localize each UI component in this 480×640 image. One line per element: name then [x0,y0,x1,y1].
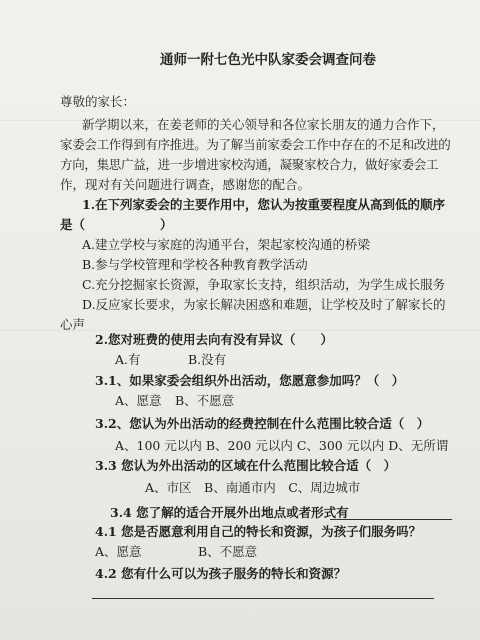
page-title: 通师一附七色光中队家委会调查问卷 [160,52,376,68]
question-1-option-c: C.充分挖掘家长资源，争取家长支持，组织活动，为学生成长服务 [82,277,446,292]
question-3-2-options: A、100 元以内 B、200 元以内 C、300 元以内 D、无所谓 [115,438,449,453]
question-3-1: 3.1、如果家委会组织外出活动，您愿意参加吗？（ ） [95,373,405,388]
question-4-2-answer-line[interactable] [92,598,434,599]
question-3-2: 3.2、您认为外出活动的经费控制在什么范围比较合适（ ） [95,416,430,431]
question-1-option-d: D.反应家长要求，为家长解决困惑和难题，让学校及时了解家长的 [82,297,446,312]
question-2: 2.您对班费的使用去向有没有异议（ ） [95,332,334,347]
question-3-4-answer-line[interactable] [330,519,452,520]
question-3-3: 3.3 您认为外出活动的区域在什么范围比较合适（ ） [95,458,397,473]
intro-line-1: 新学期以来，在姜老师的关心领导和各位家长朋友的通力合作下， [82,117,445,132]
greeting: 尊敬的家长： [60,94,136,109]
question-4-1: 4.1 您是否愿意利用自己的特长和资源，为孩子们服务吗？ [95,524,422,539]
question-4-2: 4.2 您有什么可以为孩子服务的特长和资源？ [95,566,347,581]
question-3-1-option-b: B、不愿意 [175,393,235,408]
question-1-option-b: B.参与学校管理和学校各种教育教学活动 [82,257,308,272]
question-1-line-1: 1.在下列家委会的主要作用中，您认为按重要程度从高到低的顺序 [82,197,446,212]
question-2-option-a: A.有 [115,352,141,367]
intro-line-3: 方向，集思广益，进一步增进家校沟通，凝聚家校合力，做好家委会工 [60,157,439,172]
intro-line-2: 家委会工作得到有序推进。为了解当前家委会工作中存在的不足和改进的 [60,137,451,152]
question-1-option-a: A.建立学校与家庭的沟通平台，架起家校沟通的桥梁 [82,237,371,252]
question-4-1-option-a: A、愿意 [95,544,142,559]
question-3-3-options: A、市区 B、南通市内 C、周边城市 [145,480,361,495]
intro-line-4: 作，现对有关问题进行调查，感谢您的配合。 [60,177,311,192]
question-2-option-b: B.没有 [188,352,227,367]
question-3-1-option-a: A、愿意 [115,393,162,408]
question-3-4: 3.4 您了解的适合开展外出地点或者形式有 [110,505,349,520]
question-1-line-2: 是（ ） [60,217,173,232]
question-4-1-option-b: B、不愿意 [198,544,258,559]
question-1-option-d-cont: 心声 [60,317,86,332]
